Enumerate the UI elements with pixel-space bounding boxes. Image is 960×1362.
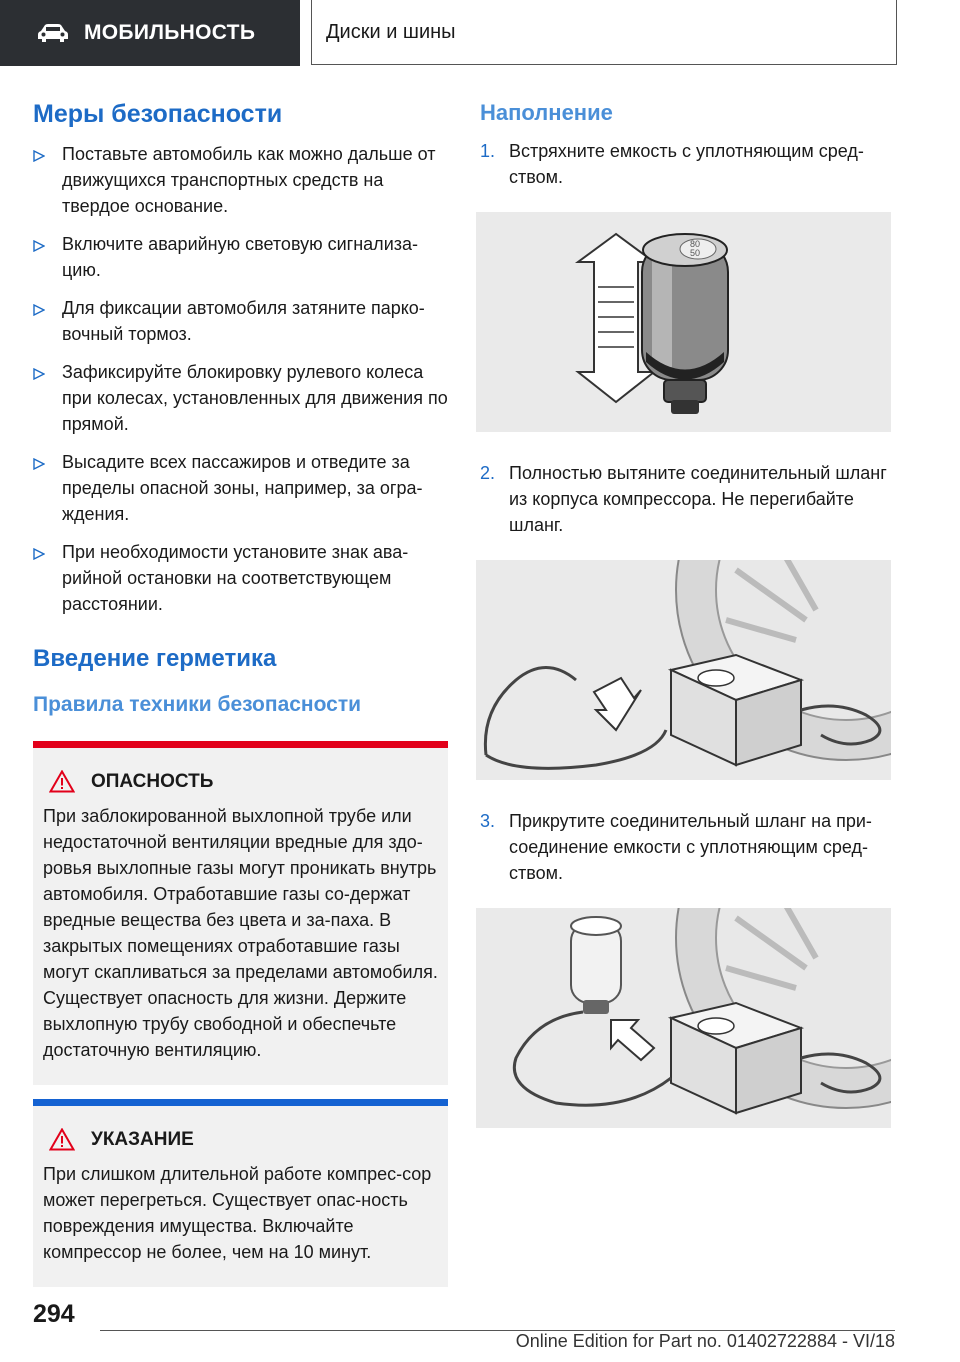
bottle-label-top: 80 — [690, 239, 701, 249]
bullet-triangle-icon — [33, 240, 45, 252]
danger-text: При заблокированной выхлопной трубе или недостаточной вентиляции вредные для здо-ровья выхлопные газы могут проникать внутрь автомобиля. Отработавшие газы со-держат вредные вещества без цвета и за-паха. В закрытых помещениях отработавшие газы могут скапливаться за пределами автомобиля. Существует опасность для жизни. Держите выхлопную трубу свободной и обеспечьте достаточную вентиляцию. — [43, 806, 438, 1060]
shake-bottle-illustration — [476, 212, 891, 432]
bullet-triangle-icon — [33, 458, 45, 470]
list-item: Включите аварийную световую сигнализа-цию. — [33, 231, 448, 283]
chapter-title: Диски и шины — [326, 20, 456, 43]
warning-triangle-icon — [49, 770, 75, 793]
step-2: 2. Полностью вытяните соединительный шланг из корпуса компрессора. Не перегибайте шланг. — [480, 463, 887, 535]
connect-hose-illustration — [476, 908, 891, 1128]
bullet-triangle-icon — [33, 150, 45, 162]
section-title: МОБИЛЬНОСТЬ — [84, 21, 256, 44]
figure-pull-hose — [476, 560, 891, 780]
danger-title: ОПАСНОСТЬ — [91, 770, 214, 792]
step-3: 3. Прикрутите соединительный шланг на при-соединение емкости с уплотняющим сред-ством. — [480, 811, 872, 883]
figure-shake-bottle — [476, 212, 891, 432]
edition-text: Online Edition for Part no. 01402722884 - VI/18 — [515, 1331, 895, 1351]
step-1: 1. Встряхните емкость с уплотняющим сред-ством. — [480, 141, 864, 187]
bullet-triangle-icon — [33, 368, 45, 380]
footer-rule — [100, 1330, 895, 1351]
warning-triangle-icon — [49, 1128, 75, 1151]
notice-text: При слишком длительной работе компрес-сор может перегреться. Существует опас-ность повреждения имущества. Включайте компрессор не более, чем на 10 минут. — [43, 1164, 432, 1262]
section-tab — [0, 0, 300, 66]
bottle-label-bottom: 50 — [690, 248, 701, 258]
list-item: При необходимости установите знак ава-рийной остановки на соответствующем расстоянии. — [33, 539, 448, 617]
filling-steps — [480, 138, 892, 1128]
bullet-triangle-icon — [33, 304, 45, 316]
safety-heading: Меры безопасности — [33, 100, 283, 128]
notice-box — [33, 1099, 448, 1287]
chapter-tab — [311, 0, 897, 65]
sealant-heading: Введение герметика — [33, 645, 277, 672]
list-item: Зафиксируйте блокировку рулевого колеса при колесах, установленных для движения по прямой. — [33, 359, 448, 437]
bullet-triangle-icon — [33, 548, 45, 560]
list-item: Высадите всех пассажиров и отведите за пределы опасной зоны, например, за огра-ждения. — [33, 449, 448, 527]
filling-heading: Наполнение — [480, 100, 613, 125]
danger-box — [33, 741, 448, 1085]
page-number: 294 — [33, 1300, 75, 1328]
list-item: Для фиксации автомобиля затяните парко-вочный тормоз. — [33, 295, 448, 347]
right-column — [480, 100, 892, 1156]
notice-title: УКАЗАНИЕ — [91, 1128, 194, 1150]
compressor-hose-illustration — [476, 560, 891, 780]
car-icon — [36, 22, 70, 44]
safety-list — [33, 141, 448, 617]
figure-connect-hose — [476, 908, 891, 1128]
list-item: Поставьте автомобиль как можно дальше от движущихся транспортных средств на твердое основание. — [33, 141, 448, 219]
left-column — [33, 100, 448, 1287]
safety-rules-heading: Правила техники безопасности — [33, 693, 362, 716]
page-header — [0, 0, 960, 66]
